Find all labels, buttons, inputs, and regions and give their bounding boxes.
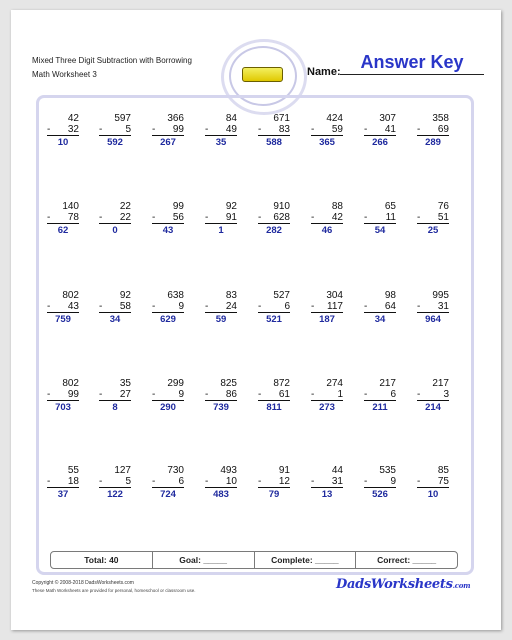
minus-sign: - — [364, 389, 368, 400]
answer: 54 — [374, 225, 386, 236]
problem-34 — [99, 465, 131, 501]
name-field-line — [340, 74, 484, 75]
minuend: 92 — [225, 201, 237, 212]
minuend: 99 — [172, 201, 184, 212]
answer: 759 — [55, 314, 71, 325]
subtrahend: 59 — [331, 124, 343, 135]
subtrahend-line — [417, 124, 449, 136]
subtrahend: 12 — [278, 476, 290, 487]
subtrahend-line — [311, 476, 343, 488]
correct-field: Correct: _____ — [377, 555, 437, 565]
subtrahend-line — [47, 476, 79, 488]
subtrahend-line — [47, 124, 79, 136]
problem-24 — [417, 290, 449, 326]
subtrahend-line — [205, 476, 237, 488]
subtrahend: 24 — [225, 301, 237, 312]
minus-sign: - — [258, 212, 262, 223]
subtrahend-line — [152, 301, 184, 313]
problem-23 — [364, 290, 396, 326]
answer: 8 — [112, 402, 118, 413]
subtrahend-line — [417, 301, 449, 313]
problem-13 — [258, 201, 290, 237]
minus-sign: - — [417, 124, 421, 135]
answer: 1 — [218, 225, 224, 236]
subtrahend: 5 — [125, 124, 131, 135]
subtrahend-line — [258, 389, 290, 401]
subtrahend: 99 — [67, 389, 79, 400]
minuend: 217 — [432, 378, 449, 389]
problem-9 — [47, 201, 79, 237]
minus-sign: - — [311, 301, 315, 312]
minuend: 366 — [167, 113, 184, 124]
answer: 724 — [160, 489, 176, 500]
minuend: 307 — [379, 113, 396, 124]
answer: 483 — [213, 489, 229, 500]
problem-10 — [99, 201, 131, 237]
problem-6 — [311, 113, 343, 149]
subtrahend-line — [258, 212, 290, 224]
subtrahend: 58 — [119, 301, 131, 312]
minus-sign: - — [205, 301, 209, 312]
answer: 526 — [372, 489, 388, 500]
problem-37 — [258, 465, 290, 501]
problem-grid — [47, 113, 467, 503]
subtrahend: 31 — [331, 476, 343, 487]
subtrahend: 9 — [178, 389, 184, 400]
minus-sign: - — [311, 212, 315, 223]
answer: 273 — [319, 402, 335, 413]
answer: 13 — [321, 489, 333, 500]
minus-sign: - — [99, 212, 103, 223]
minus-sign: - — [258, 301, 262, 312]
minus-sign: - — [417, 476, 421, 487]
answer: 34 — [374, 314, 386, 325]
minuend: 76 — [437, 201, 449, 212]
minuend: 274 — [326, 378, 343, 389]
minuend: 638 — [167, 290, 184, 301]
subtrahend: 43 — [67, 301, 79, 312]
subtrahend-line — [99, 212, 131, 224]
subtrahend-line — [364, 301, 396, 313]
subtrahend-line — [47, 389, 79, 401]
subtrahend: 6 — [284, 301, 290, 312]
answer: 37 — [57, 489, 69, 500]
minuend: 92 — [119, 290, 131, 301]
problem-11 — [152, 201, 184, 237]
subtrahend: 41 — [384, 124, 396, 135]
minuend: 424 — [326, 113, 343, 124]
minus-sign: - — [258, 476, 262, 487]
minus-sign: - — [417, 212, 421, 223]
subtrahend-line — [152, 476, 184, 488]
subtrahend-line — [152, 212, 184, 224]
answer: 35 — [215, 137, 227, 148]
answer: 964 — [425, 314, 441, 325]
score-footer — [50, 551, 458, 569]
problem-27 — [152, 378, 184, 414]
subtrahend: 69 — [437, 124, 449, 135]
problem-33 — [47, 465, 79, 501]
subtrahend-line — [417, 476, 449, 488]
problem-8 — [417, 113, 449, 149]
problem-18 — [99, 290, 131, 326]
subtrahend: 5 — [125, 476, 131, 487]
answer: 62 — [57, 225, 69, 236]
problem-16 — [417, 201, 449, 237]
subtrahend: 32 — [67, 124, 79, 135]
minus-sign: - — [152, 301, 156, 312]
minus-sign: - — [152, 389, 156, 400]
subtrahend: 3 — [443, 389, 449, 400]
problem-22 — [311, 290, 343, 326]
subtrahend-line — [205, 124, 237, 136]
worksheet-subtitle: Math Worksheet 3 — [32, 70, 97, 79]
minus-sign: - — [47, 124, 51, 135]
subtrahend: 99 — [172, 124, 184, 135]
logo-text: DadsWorksheets — [336, 577, 453, 592]
subtrahend-line — [311, 301, 343, 313]
answer: 214 — [425, 402, 441, 413]
minuend: 995 — [432, 290, 449, 301]
minus-sign: - — [364, 124, 368, 135]
problem-17 — [47, 290, 79, 326]
problem-31 — [364, 378, 396, 414]
answer: 289 — [425, 137, 441, 148]
minus-sign: - — [311, 476, 315, 487]
minuend: 44 — [331, 465, 343, 476]
subtrahend-line — [47, 212, 79, 224]
minuend: 127 — [114, 465, 131, 476]
answer: 0 — [112, 225, 118, 236]
subtrahend-line — [364, 476, 396, 488]
minuend: 299 — [167, 378, 184, 389]
problem-29 — [258, 378, 290, 414]
subtrahend: 27 — [119, 389, 131, 400]
minus-sign: - — [152, 124, 156, 135]
minuend: 527 — [273, 290, 290, 301]
total-count: Total: 40 — [51, 552, 153, 568]
answer: 365 — [319, 137, 335, 148]
problem-3 — [152, 113, 184, 149]
minuend: 597 — [114, 113, 131, 124]
subtrahend-line — [152, 389, 184, 401]
subtrahend-line — [47, 301, 79, 313]
answer: 290 — [160, 402, 176, 413]
minuend: 85 — [437, 465, 449, 476]
answer: 79 — [268, 489, 280, 500]
subtrahend: 628 — [273, 212, 290, 223]
subtrahend: 42 — [331, 212, 343, 223]
answer-key-label: Answer Key — [360, 52, 464, 72]
problem-36 — [205, 465, 237, 501]
minus-sign: - — [258, 124, 262, 135]
worksheet-title: Mixed Three Digit Subtraction with Borrowing — [32, 56, 192, 65]
answer: 34 — [109, 314, 121, 325]
subtrahend-line — [258, 301, 290, 313]
subtrahend: 49 — [225, 124, 237, 135]
minus-sign: - — [364, 301, 368, 312]
problem-2 — [99, 113, 131, 149]
subtrahend-line — [364, 389, 396, 401]
answer: 10 — [57, 137, 69, 148]
subtrahend-line — [205, 301, 237, 313]
problem-28 — [205, 378, 237, 414]
subtrahend-line — [99, 301, 131, 313]
subtrahend: 31 — [437, 301, 449, 312]
subtrahend-line — [311, 212, 343, 224]
answer: 588 — [266, 137, 282, 148]
answer: 811 — [266, 402, 282, 413]
subtrahend: 75 — [437, 476, 449, 487]
minus-sign: - — [152, 212, 156, 223]
subtrahend: 78 — [67, 212, 79, 223]
minuend: 910 — [273, 201, 290, 212]
problem-38 — [311, 465, 343, 501]
subtrahend-line — [99, 389, 131, 401]
minuend: 35 — [119, 378, 131, 389]
minuend: 802 — [62, 290, 79, 301]
answer: 521 — [266, 314, 282, 325]
problem-4 — [205, 113, 237, 149]
subtrahend: 83 — [278, 124, 290, 135]
answer: 592 — [107, 137, 123, 148]
problem-1 — [47, 113, 79, 149]
subtrahend: 6 — [178, 476, 184, 487]
answer: 122 — [107, 489, 123, 500]
subtrahend-line — [417, 212, 449, 224]
problem-19 — [152, 290, 184, 326]
subtrahend: 51 — [437, 212, 449, 223]
minuend: 83 — [225, 290, 237, 301]
minus-sign: - — [47, 301, 51, 312]
subtrahend: 9 — [178, 301, 184, 312]
problem-25 — [47, 378, 79, 414]
minus-sign: - — [311, 124, 315, 135]
answer: 266 — [372, 137, 388, 148]
pencil-icon — [242, 67, 283, 82]
problem-40 — [417, 465, 449, 501]
problem-21 — [258, 290, 290, 326]
subtrahend-line — [258, 124, 290, 136]
goal-field: Goal: _____ — [153, 552, 255, 568]
minus-sign: - — [47, 212, 51, 223]
subtrahend: 9 — [390, 476, 396, 487]
subtrahend-line — [99, 124, 131, 136]
subtrahend-line — [417, 389, 449, 401]
subtrahend-line — [99, 476, 131, 488]
answer: 59 — [215, 314, 227, 325]
problem-30 — [311, 378, 343, 414]
logo-suffix: .com — [452, 581, 471, 590]
answer: 187 — [319, 314, 335, 325]
usage-note: These Math Worksheets are provided for personal, homeschool or classroom use. — [32, 588, 196, 593]
subtrahend-line — [205, 389, 237, 401]
subtrahend-line — [364, 212, 396, 224]
answer: 629 — [160, 314, 176, 325]
minuend: 304 — [326, 290, 343, 301]
subtrahend: 56 — [172, 212, 184, 223]
subtrahend: 10 — [225, 476, 237, 487]
answer: 43 — [162, 225, 174, 236]
minus-sign: - — [205, 212, 209, 223]
minuend: 65 — [384, 201, 396, 212]
problem-5 — [258, 113, 290, 149]
minus-sign: - — [311, 389, 315, 400]
minus-sign: - — [417, 389, 421, 400]
minus-sign: - — [258, 389, 262, 400]
subtrahend: 61 — [278, 389, 290, 400]
subtrahend-line — [205, 212, 237, 224]
minuend: 493 — [220, 465, 237, 476]
answer: 211 — [372, 402, 388, 413]
minuend: 88 — [331, 201, 343, 212]
minuend: 358 — [432, 113, 449, 124]
minus-sign: - — [47, 389, 51, 400]
problem-15 — [364, 201, 396, 237]
problem-20 — [205, 290, 237, 326]
minus-sign: - — [99, 301, 103, 312]
copyright-line: Copyright © 2008-2018 DadsWorksheets.com — [32, 580, 134, 586]
answer: 25 — [427, 225, 439, 236]
problem-32 — [417, 378, 449, 414]
minuend: 217 — [379, 378, 396, 389]
answer: 46 — [321, 225, 333, 236]
answer: 703 — [55, 402, 71, 413]
minus-sign: - — [205, 476, 209, 487]
subtrahend: 1 — [337, 389, 343, 400]
minuend: 802 — [62, 378, 79, 389]
minuend: 825 — [220, 378, 237, 389]
minuend: 84 — [225, 113, 237, 124]
dadsworksheets-logo — [336, 577, 471, 599]
minus-sign: - — [99, 124, 103, 135]
minus-sign: - — [47, 476, 51, 487]
minus-sign: - — [205, 124, 209, 135]
problem-26 — [99, 378, 131, 414]
minuend: 535 — [379, 465, 396, 476]
minus-sign: - — [417, 301, 421, 312]
subtrahend: 117 — [327, 301, 343, 312]
minus-sign: - — [152, 476, 156, 487]
subtrahend-line — [258, 476, 290, 488]
name-label: Name: — [307, 66, 341, 78]
problem-12 — [205, 201, 237, 237]
minuend: 671 — [273, 113, 290, 124]
subtrahend: 64 — [384, 301, 396, 312]
problem-14 — [311, 201, 343, 237]
minuend: 872 — [273, 378, 290, 389]
subtrahend: 11 — [385, 212, 396, 223]
minuend: 140 — [62, 201, 79, 212]
minus-sign: - — [205, 389, 209, 400]
answer: 282 — [266, 225, 282, 236]
subtrahend-line — [311, 389, 343, 401]
subtrahend: 6 — [390, 389, 396, 400]
answer: 10 — [427, 489, 439, 500]
minuend: 98 — [384, 290, 396, 301]
problem-39 — [364, 465, 396, 501]
minuend: 730 — [167, 465, 184, 476]
answer: 267 — [160, 137, 176, 148]
minuend: 55 — [67, 465, 79, 476]
answer: 739 — [213, 402, 229, 413]
complete-field: Complete: _____ — [255, 552, 357, 568]
minus-sign: - — [99, 476, 103, 487]
problem-35 — [152, 465, 184, 501]
problem-7 — [364, 113, 396, 149]
subtrahend: 22 — [119, 212, 131, 223]
minus-sign: - — [364, 212, 368, 223]
subtrahend: 91 — [225, 212, 237, 223]
minus-sign: - — [364, 476, 368, 487]
subtrahend: 86 — [225, 389, 237, 400]
subtrahend-line — [364, 124, 396, 136]
minus-sign: - — [99, 389, 103, 400]
minuend: 42 — [67, 113, 79, 124]
minuend: 22 — [119, 201, 131, 212]
minuend: 91 — [278, 465, 290, 476]
subtrahend: 18 — [67, 476, 79, 487]
subtrahend-line — [311, 124, 343, 136]
subtrahend-line — [152, 124, 184, 136]
